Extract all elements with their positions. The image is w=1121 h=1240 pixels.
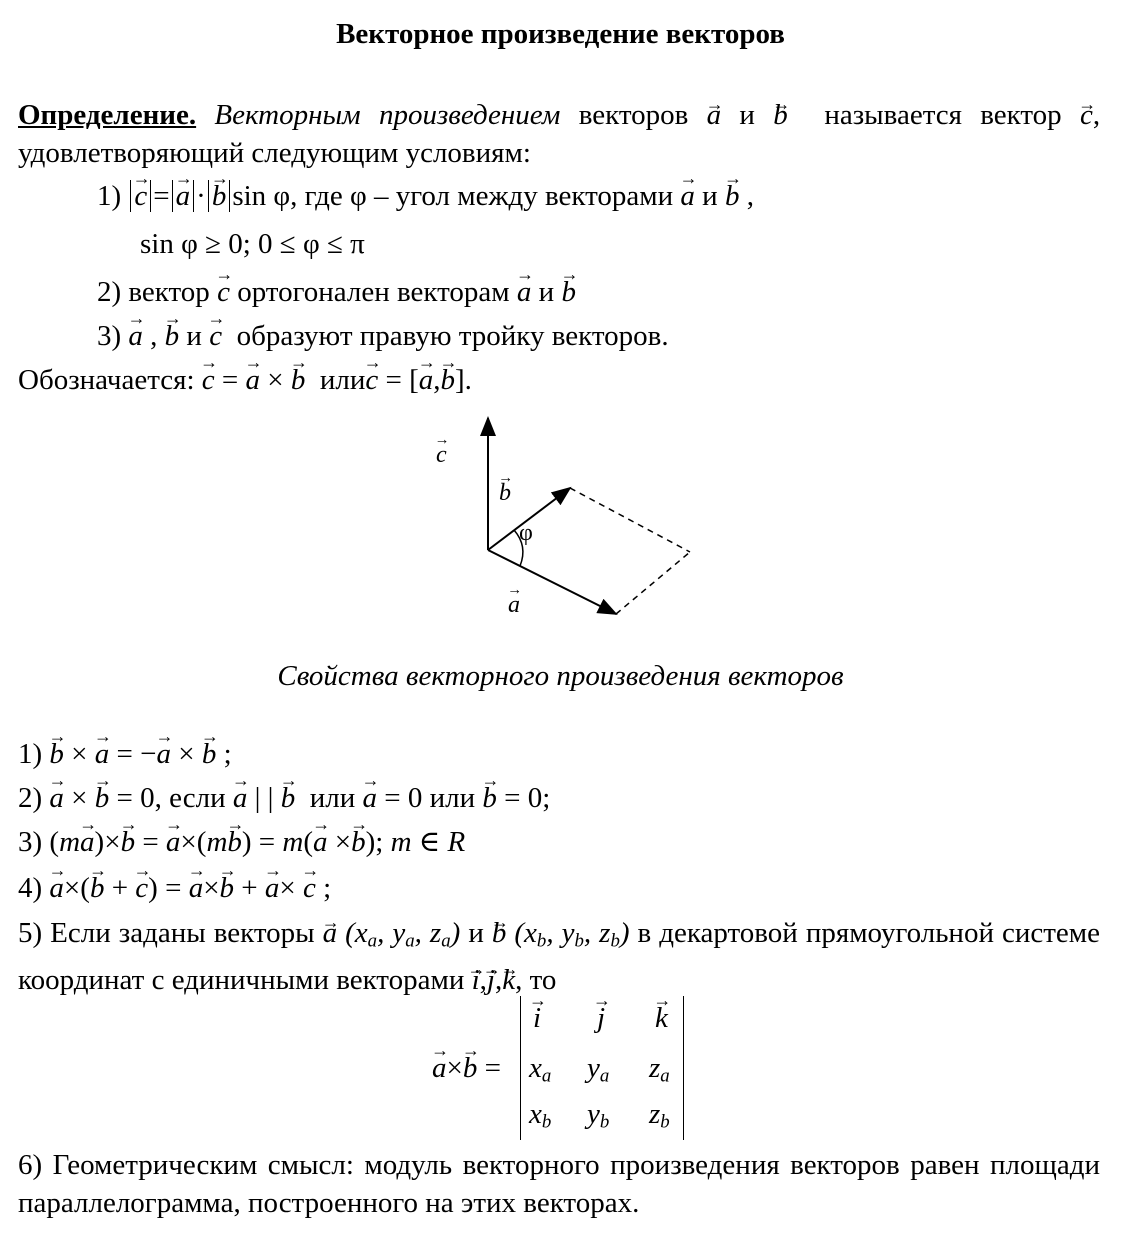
- notation-label: Обозначается:: [18, 364, 195, 396]
- vector-a: → a: [233, 780, 248, 816]
- figure-label-c: [436, 440, 447, 470]
- notation-or: или: [319, 364, 366, 396]
- property-2-if: , если: [154, 782, 226, 814]
- vector-c: → c: [134, 178, 147, 214]
- definition-text-2: называется вектор: [824, 99, 1062, 131]
- definition-term: Векторным произведением: [214, 99, 561, 131]
- definition-paragraph: [18, 96, 1100, 172]
- det-cell-3-3: $z_b$: [649, 1098, 670, 1133]
- vector-a: → a: [95, 736, 110, 772]
- condition-3: 3) → a , → b и → c образуют правую тройку векторов.: [97, 318, 669, 354]
- conj: и: [702, 180, 718, 212]
- property-2: 2) → a × → b = 0, если → a | | → b или → a = 0 или → b = 0;: [18, 780, 550, 816]
- determinant-lhs: → a×→ b =: [432, 1050, 501, 1086]
- vector-b: → b: [202, 736, 217, 772]
- cross-product-diagram: [420, 400, 720, 630]
- vector-a: → a: [176, 178, 191, 214]
- vector-b: → b: [499, 478, 511, 508]
- property-2-or: или: [429, 782, 476, 814]
- det-cell-2-3: $z_a$: [649, 1052, 670, 1087]
- property-1-number: 1): [18, 738, 43, 770]
- vector-b: → b: [492, 914, 507, 952]
- condition-1-number: 1): [97, 180, 122, 212]
- vector-b: → b: [291, 362, 306, 398]
- vector-c: → c: [202, 362, 215, 398]
- vector-a: → a: [189, 870, 204, 906]
- definition-conj: и: [739, 99, 755, 131]
- property-5-text-4: , то: [515, 963, 557, 996]
- vector-b: → b: [441, 362, 456, 398]
- scalar-m: m: [59, 826, 81, 858]
- property-3-m: m ∈ R: [390, 826, 466, 858]
- vector-c: → c: [365, 362, 378, 398]
- vector-c: → c: [1080, 96, 1093, 134]
- property-6: 6) Геометрическим смысл: модуль векторного произведения векторов равен площади параллелограмма, построенного на этих векторах.: [18, 1149, 1100, 1219]
- parallelogram-edge-right: [616, 552, 690, 614]
- vector-b: → b: [212, 178, 227, 214]
- vector-b: → b: [773, 96, 788, 134]
- vector-b: → b: [482, 780, 497, 816]
- vector-a: → a: [49, 870, 64, 906]
- vector-a: → a: [246, 362, 261, 398]
- conj: и: [186, 320, 202, 352]
- vector-a: → a: [517, 274, 532, 310]
- definition-text-3: удовлетворяющий следующим условиям:: [18, 137, 531, 169]
- det-cell-3-1: $x_b$: [529, 1098, 552, 1133]
- page-title: Векторное произведение векторов: [336, 18, 785, 50]
- definition-comma: ,: [1092, 99, 1101, 131]
- vector-b: → b: [463, 1050, 478, 1086]
- determinant-matrix: [520, 996, 684, 1140]
- figure-label-b: [499, 478, 511, 508]
- vector-a: → a: [363, 780, 378, 816]
- vector-a: → a: [49, 780, 64, 816]
- condition-3-text: образуют правую тройку векторов.: [236, 320, 669, 352]
- property-4-number: 4): [18, 872, 43, 904]
- scalar-m: m: [206, 826, 228, 858]
- vector-b: → b: [351, 824, 366, 860]
- vector-a: → a: [265, 870, 280, 906]
- property-1: 1) → b × → a = −→ a × → b ;: [18, 736, 232, 772]
- properties-heading: Свойства векторного произведения векторов: [277, 660, 844, 692]
- property-3: 3) (m→ a)×→ b = → a×(m→ b) = m(→ a ×→ b); m ∈ R: [18, 824, 465, 860]
- det-cell-3-2: $y_b$: [587, 1098, 610, 1133]
- vector-a: → a: [323, 914, 338, 952]
- property-5-text-3: системе координат с единичными векторами: [18, 917, 1101, 996]
- conj: и: [468, 917, 484, 949]
- vector-c: → c: [217, 274, 230, 310]
- vector-b: → b: [49, 736, 64, 772]
- det-cell-2-1: $x_a$: [529, 1052, 552, 1087]
- property-2-or: или: [309, 782, 356, 814]
- scalar-m: m: [282, 826, 304, 858]
- vector-b: → b: [220, 870, 235, 906]
- sin-phi: sin φ: [232, 180, 291, 212]
- vector-a: → a: [680, 178, 695, 214]
- condition-2-text-2: ортогонален векторам: [237, 276, 510, 308]
- condition-1-text: , где φ – угол между векторами: [290, 180, 674, 212]
- vector-b: → b: [121, 824, 136, 860]
- det-cell-1-2: → j: [597, 1000, 605, 1036]
- vector-b: → b: [227, 824, 242, 860]
- vector-a: → a: [80, 824, 95, 860]
- condition-2: [97, 274, 576, 310]
- det-cell-1-3: → k: [655, 1000, 668, 1036]
- property-5-text-2: в декартовой прямоугольной: [637, 917, 994, 949]
- vector-a: → a: [128, 318, 143, 354]
- condition-3-number: 3): [97, 320, 122, 352]
- vector-b: → b: [281, 780, 296, 816]
- condition-1: 1) → c =→ a ·→ b sin φ, где φ – угол между векторами → a и → b ,: [97, 178, 754, 214]
- vector-c: → c: [303, 870, 316, 906]
- vector-c: → c: [135, 870, 148, 906]
- property-2-number: 2): [18, 782, 43, 814]
- parallelogram-edge-top: [570, 488, 690, 552]
- vector-a: → a: [508, 590, 520, 620]
- property-4: 4) → a×(→ b + → c) = → a×→ b + → a× → c ;: [18, 870, 331, 906]
- vector-c: → c: [209, 318, 222, 354]
- vector-a: → a: [432, 1050, 447, 1086]
- vector-b: → b: [95, 780, 110, 816]
- det-cell-2-2: $y_a$: [587, 1052, 610, 1087]
- vector-a: → a: [157, 736, 172, 772]
- vector-b: → b: [561, 274, 576, 310]
- vector-a: → a: [166, 824, 181, 860]
- property-5: 5) Если заданы векторы → a ($x_a$, $y_a$, $z_a$) и → b ($x_b$, $y_b$, $z_b$) в декартовой прямоугольной системе координат с единичными векторами → i,→ j,→ k, то: [18, 914, 1100, 999]
- vector-b: → b: [725, 178, 740, 214]
- conj: и: [538, 276, 555, 308]
- vector-c: → c: [436, 440, 447, 470]
- det-cell-1-1: → i: [533, 1000, 541, 1036]
- figure-label-phi: φ: [519, 520, 533, 546]
- figure-label-a: [508, 590, 520, 620]
- vector-a: → a: [313, 824, 328, 860]
- definition-label: Определение.: [18, 99, 197, 131]
- vector-b: → b: [165, 318, 180, 354]
- vector-b: → b: [90, 870, 105, 906]
- condition-1-constraint: sin φ ≥ 0; 0 ≤ φ ≤ π: [140, 228, 365, 260]
- condition-2-text: 2) вектор: [97, 276, 210, 308]
- definition-text-1: векторов: [578, 99, 689, 131]
- vector-a: → a: [707, 96, 722, 134]
- vector-a: → a: [419, 362, 434, 398]
- notation-line: Обозначается: → c = → a × → b или→ c = [→ a,→ b].: [18, 362, 472, 398]
- property-5-text-1: 5) Если заданы векторы: [18, 917, 315, 949]
- property-3-number: 3): [18, 826, 43, 858]
